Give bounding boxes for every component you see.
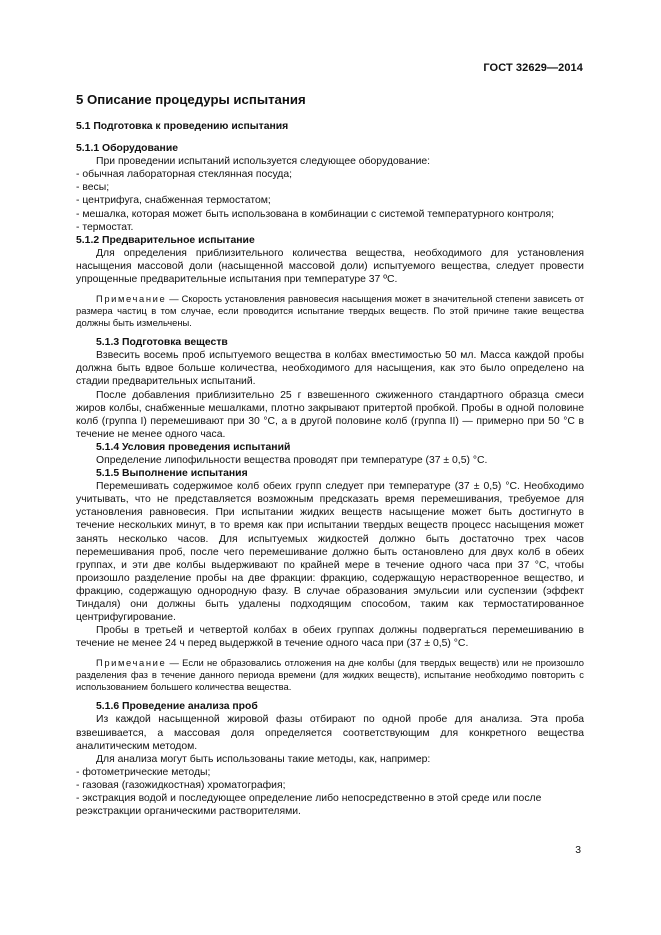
list-item: - центрифуга, снабженная термостатом; — [76, 195, 271, 207]
clause-5-1-5-paragraph-2: Пробы в третьей и четвертой колбах в обеих группах должны подвергаться перемешиванию в течение не менее 24 ч перед выдержкой в течение одного часа при (37 ± 0,5) °C. — [76, 625, 584, 650]
clause-5-1-6-paragraph-2: Для анализа могут быть использованы такие методы, как, например: — [96, 753, 431, 765]
clause-5-1-2-paragraph: Для определения приблизительного количества вещества, необходимого для установления насыщения массовой доли (насыщенной массовой доли) испытуемого вещества, следует провести упрощенные предварительные испытания при температуре 37 ºC. — [76, 247, 584, 286]
subsection-title-5-1: 5.1 Подготовка к проведению испытания — [76, 121, 289, 132]
list-item: - весы; — [76, 182, 110, 194]
methods-list — [76, 766, 584, 818]
page-content — [76, 92, 584, 818]
page-number: 3 — [575, 845, 581, 856]
clause-5-1-1-intro: При проведении испытаний используется следующее оборудование: — [96, 156, 431, 168]
clause-title-5-1-4: 5.1.4 Условия проведения испытаний — [96, 441, 291, 453]
list-item: - мешалка, которая может быть использована в комбинации с системой температурного контроля; — [76, 208, 554, 220]
list-item: - обычная лабораторная стеклянная посуда; — [76, 169, 293, 181]
clause-5-1-4-paragraph: Определение липофильности вещества проводят при температуре (37 ± 0,5) °C. — [96, 454, 488, 466]
note-5-1-2 — [76, 293, 584, 329]
equipment-list — [76, 168, 584, 233]
section-title: 5 Описание процедуры испытания — [76, 92, 306, 107]
list-item: - термостат. — [76, 221, 134, 233]
list-item: - экстракция водой и последующее определение либо непосредственно в этой среде или после реэкстракции органическими растворителями. — [76, 793, 542, 818]
clause-title-5-1-2: 5.1.2 Предварительное испытание — [76, 234, 255, 246]
clause-5-1-3-paragraph-1: Взвесить восемь проб испытуемого вещества в колбах вместимостью 50 мл. Масса каждой пробы должна быть вдвое больше количества, необходимого для насыщения, как это было определено на стадии предварительных испытаний. — [76, 350, 584, 388]
list-item: - газовая (газожидкостная) хроматография; — [76, 779, 286, 791]
note-text: — Скорость установления равновесия насыщения может в значительной степени зависеть от размера частиц в том случае, если проводится испытание твердых веществ. По этой причине такие вещества должны быть измельчены. — [76, 293, 584, 329]
clause-5-1-6-paragraph-1: Из каждой насыщенной жировой фазы отбирают по одной пробе для анализа. Эта проба взвешивается, а массовая доля определяется соответствующим для конкретного вещества аналитическим методом. — [76, 714, 584, 752]
clause-title-5-1-5: 5.1.5 Выполнение испытания — [96, 468, 248, 480]
note-label: Примечание — [96, 657, 167, 669]
clause-5-1-3-paragraph-2: После добавления приблизительно 25 г взвешенного сжиженного стандартного образца смеси жиров колбы, снабженные мешалками, плотно закрывают притертой пробкой. Пробы в одной половине колб (группа I) перемешивают при 30 °C, а в другой половине колб (группа II) — примерно при 50 °C в течение не менее одного часа. — [76, 389, 584, 440]
list-item: - фотометрические методы; — [76, 766, 211, 778]
clause-title-5-1-3: 5.1.3 Подготовка веществ — [96, 337, 228, 349]
clause-title-5-1-6: 5.1.6 Проведение анализа проб — [96, 701, 258, 713]
clause-5-1-5-paragraph-1: Перемешивать содержимое колб обеих групп следует при температуре (37 ± 0,5) °C. Необходимо учитывать, что не представляется возможным предсказать время перемешивания, требуемое для установления равновесия. При испытании жидких веществ насыщение может быть достигнуто в течение нескольких минут, в то время как при испытании твердых веществ процесс насыщения может занять несколько часов. Для испытуемых жидкостей должно быть достаточно трех часов перемешивания проб, после чего перемешивание должно быть остановлено для двух колб в обеих группах, и эти две колбы выдерживают по крайней мере в течение одного часа при 37 °C, чтобы произошло разделение пробы на две фракции: фракцию, содержащую нерастворенное вещество, и фракцию, содержащую однородную фазу. В случае образования эмульсии или суспензии (эффект Тиндаля) они должны быть удалены подходящим способом, таким как термостатированное центрифугирование. — [76, 481, 584, 624]
note-text: — Если не образовались отложения на дне колбы (для твердых веществ) или не произошло разделения фаз в течение данного периода времени (для жидких веществ), испытание необходимо повторить с использованием большего количества вещества. — [76, 657, 584, 693]
document-code: ГОСТ 32629—2014 — [483, 62, 583, 74]
note-5-1-5 — [76, 657, 584, 693]
note-label: Примечание — [96, 293, 167, 305]
clause-title-5-1-1: 5.1.1 Оборудование — [76, 143, 178, 155]
